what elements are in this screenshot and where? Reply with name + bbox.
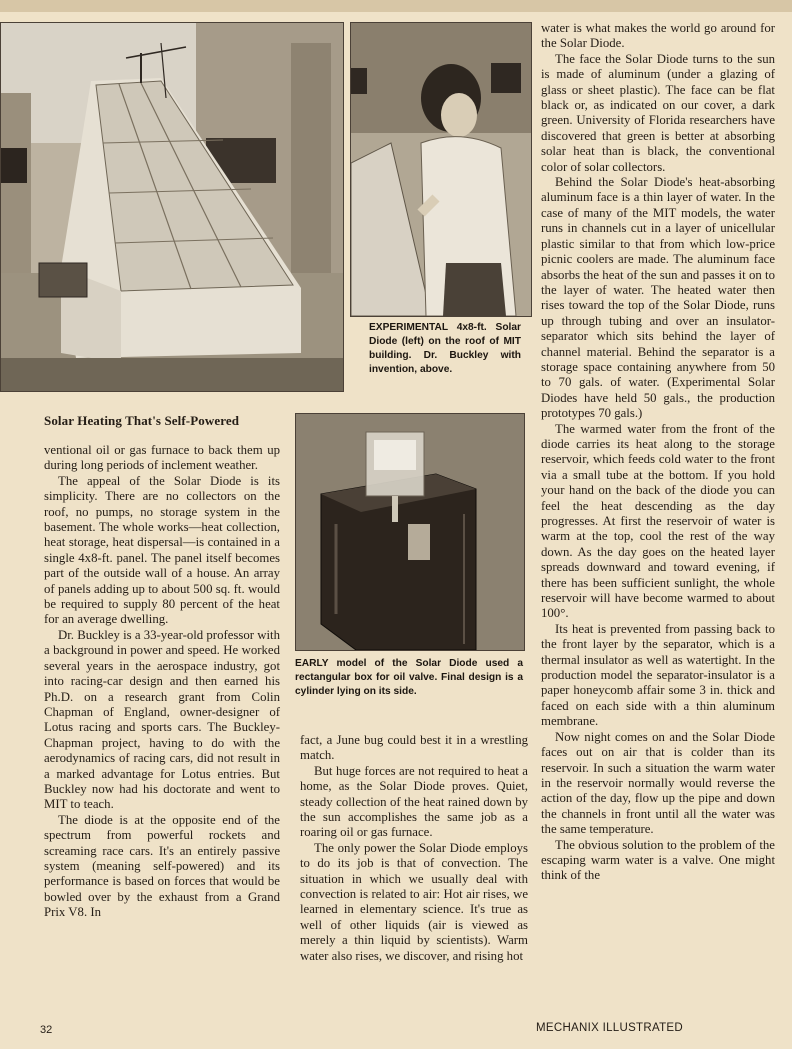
right-text-column xyxy=(541,21,775,884)
early-model-drawing xyxy=(296,414,524,650)
buckley-photo-drawing xyxy=(351,23,531,316)
right-paragraph-4: The warmed water from the front of the diode carries its heat along to the storage reservoir, which feeds cold water to the front via a small tube at the bottom. If you hold your hand on the back of the diode you can feel the heat descending as the day progresses. At first the reservoir of water is warm at the top, cool the rest of the way down. As the day goes on the heated layer spreads downward and toward evening, if there has been sufficient sunlight, the whole reservoir will have become warmed to about 100°. xyxy=(541,421,775,621)
article-headline: Solar Heating That's Self-Powered xyxy=(44,413,240,428)
page-number: 32 xyxy=(40,1024,53,1036)
middle-paragraph-3: The only power the Solar Diode employs to do its job is that of convection. The situation in which we usually deal with convection is related to air: Hot air rises, we learned in elementary science. It's true as well of other liquids (air is viewed as merely a thin liquid by scientists). Warm water also rises, we discover, and rising hot xyxy=(300,840,528,963)
middle-paragraph-1: fact, a June bug could best it in a wrestling match. xyxy=(300,733,528,763)
solar-diode-roof-photo xyxy=(0,22,344,392)
dr-buckley-photo xyxy=(350,22,532,317)
early-model-caption: EARLY model of the Solar Diode used a rectangular box for oil valve. Final design is a cylinder lying on its side. xyxy=(295,658,523,697)
middle-paragraph-2: But huge forces are not required to heat a home, as the Solar Diode proves. Quiet, steady collection of the heat rained down by the sun accomplishes the same job as a roaring oil or gas furnace. xyxy=(300,763,528,840)
left-paragraph-4: The diode is at the opposite end of the spectrum from powerful rockets and screaming race cars. It's an entirely passive system (meaning self-powered) and its performance is based on forces that would be bowled over by the exhaust from a Grand Prix V8. In xyxy=(44,812,280,920)
left-text-column xyxy=(44,443,280,921)
right-paragraph-2: The face the Solar Diode turns to the sun is made of aluminum (under a glazing of glass or sheet plastic). The face can be flat black or, as indicated on our cover, a dark green. University of Florida researchers have discovered that green is better at absorbing solar heat than is black, the conventional color of solar collectors. xyxy=(541,51,775,174)
middle-text-column xyxy=(300,733,528,964)
running-head-strip xyxy=(0,0,792,12)
left-paragraph-1: ventional oil or gas furnace to back them up during long periods of inclement weather. xyxy=(44,443,280,473)
roof-photo-drawing xyxy=(1,23,343,391)
right-paragraph-7: The obvious solution to the problem of the escaping warm water is a valve. One might think of the xyxy=(541,837,775,883)
magazine-name: MECHANIX ILLUSTRATED xyxy=(536,1022,684,1034)
left-paragraph-3: Dr. Buckley is a 33-year-old professor with a background in power and speed. He worked several years in the aerospace industry, got into racing-car design and then earned his Ph.D. on a research grant from Colin Chapman of England, owner-designer of Lotus racing and sports cars. The Buckley-Chapman project, having to do with the aerodynamics of racing cars, did not result in a marked advantage for Lotus entries. But Buckley now had his doctorate and went to MIT to teach. xyxy=(44,627,280,812)
right-paragraph-3: Behind the Solar Diode's heat-absorbing aluminum face is a thin layer of water. In the case of many of the MIT models, the water runs in channels cut in a layer of unicellular plastic similar to that from which low-price picnic coolers are made. The aluminum face absorbs the heat of the sun and passes it on to the layer of water. The heated water then rises toward the top of the Solar Diode, runs up through tubing and over an insulator-separator which sits behind the layer of channel material. Behind the separator is a storage space containing anywhere from 50 to 70 gals. of water. (Experimental Solar Diodes have held 50 gals., the production prototypes 70 gals.) xyxy=(541,175,775,421)
right-paragraph-1: water is what makes the world go around for the Solar Diode. xyxy=(541,21,775,51)
right-paragraph-6: Now night comes on and the Solar Diode faces out on air that is colder than its reservoir. In such a situation the warm water in the reservoir normally would reverse the action of the day, flow up the pipe and down the channels in front until all the water was the same temperature. xyxy=(541,729,775,837)
left-paragraph-2: The appeal of the Solar Diode is its simplicity. There are no collectors on the roof, no pumps, no storage system in the basement. The whole works—heat collection, heat storage, heat dispersal—is contained in a single 4x8-ft. panel. The panel itself becomes part of the outside wall of a house. An array of panels adding up to about 500 sq. ft. would be required to supply 80 percent of the heat for an average dwelling. xyxy=(44,473,280,627)
experimental-caption: EXPERIMENTAL 4x8-ft. Solar Diode (left) on the roof of MIT building. Dr. Buckley with invention, above. xyxy=(369,322,521,375)
early-model-photo xyxy=(295,413,525,651)
right-paragraph-5: Its heat is prevented from passing back to the front layer by the separator, which is a thermal insulator as well as watertight. In the production model the separator-insulator is a paper honeycomb affair some 3 in. thick and faced on each side with a thin aluminum membrane. xyxy=(541,621,775,729)
